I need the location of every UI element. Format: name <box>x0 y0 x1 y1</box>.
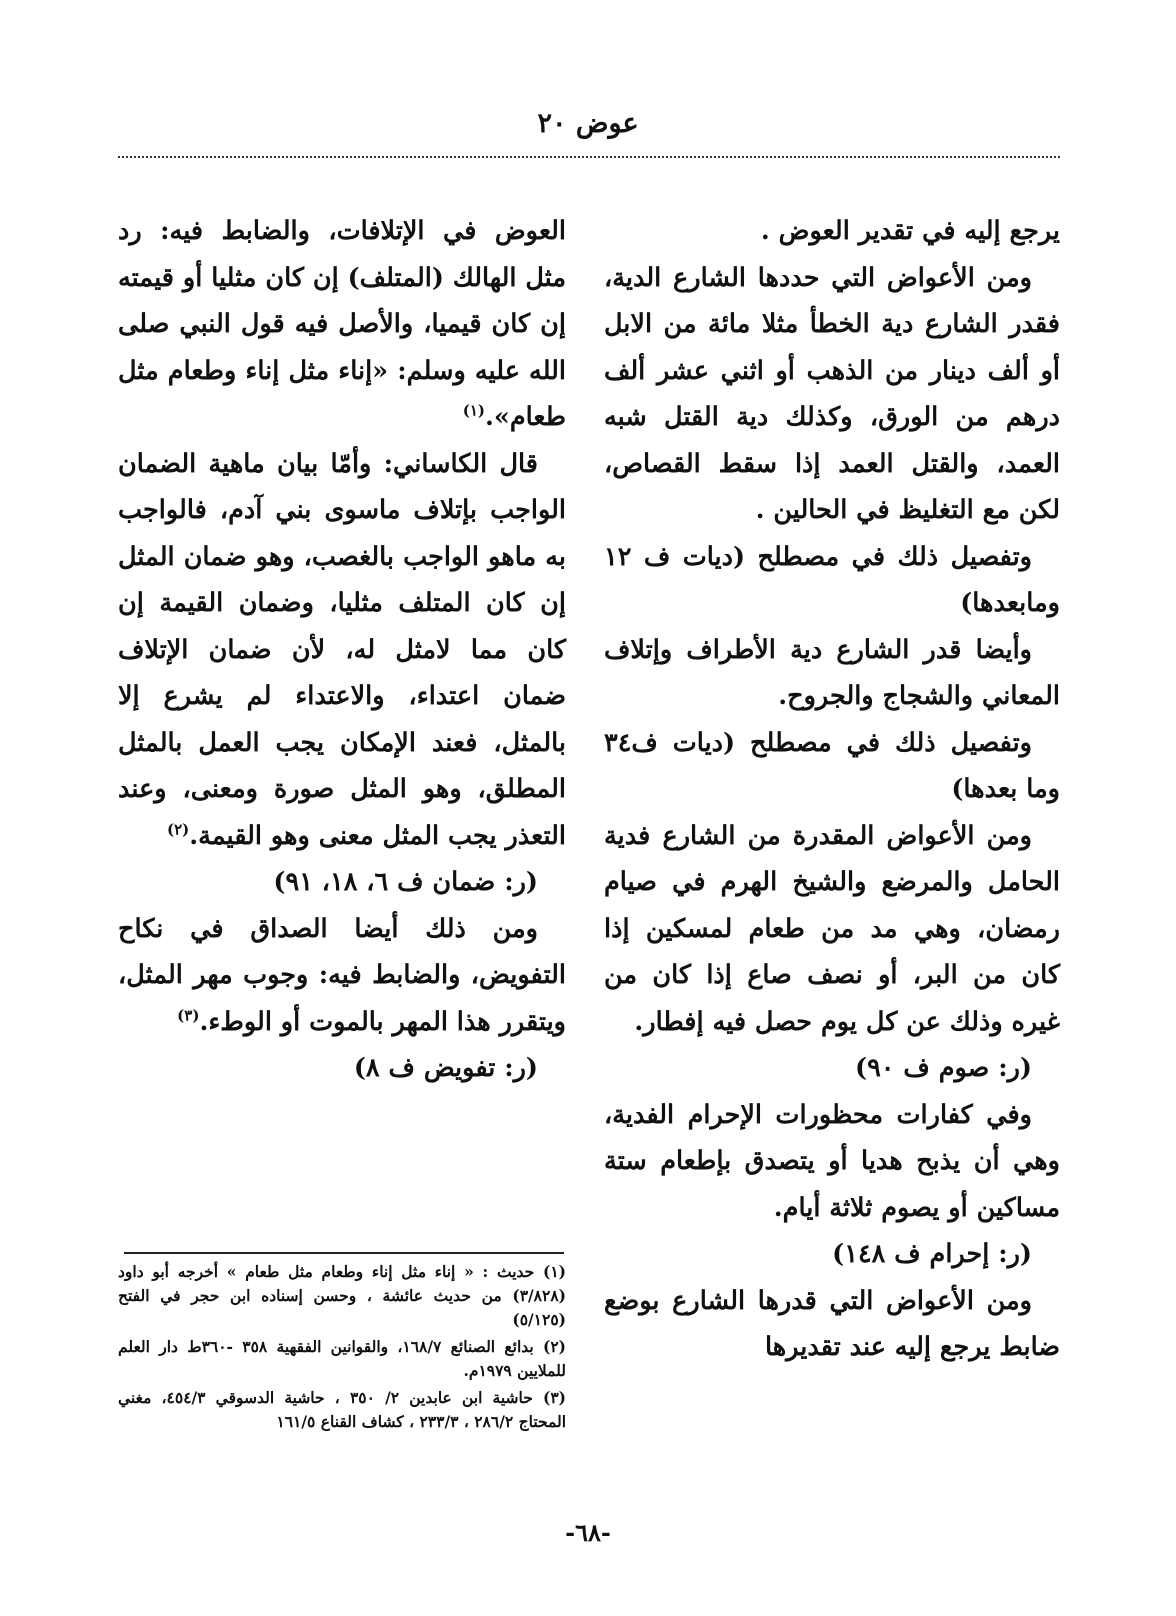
footnote: (١) حديث : « إناء مثل إناء وطعام مثل طعام » أخرجه أبو داود (٣/٨٢٨) من حديث عائشة ، وحسن إسناده ابن حجر في الفتح (٥/١٢٥) <box>118 1262 566 1329</box>
paragraph: ومن الأعواض المقدرة من الشارع فدية الحامل والمرضع والشيخ الهرم في صيام رمضان، وهي مد من طعام لمسكين إذا كان من البر، أو نصف صاع إذا كان من غيره وذلك عن كل يوم حصل فيه إفطار. <box>604 820 1060 1037</box>
footnote: (٣) حاشية ابن عابدين ٢/ ٣٥٠ ، حاشية الدسوقي ٤٥٤/٣، مغني المحتاج ٢٨٦/٢ ، ٢٣٣/٣ ، كشاف القناع ١٦١/٥ <box>118 1388 566 1431</box>
paragraph: وتفصيل ذلك في مصطلح (ديات ف٣٤ وما بعدها) <box>604 727 1060 804</box>
paragraph: وفي كفارات محظورات الإحرام الفدية، وهي أن يذبح هديا أو يتصدق بإطعام ستة مساكين أو يصوم ثلاثة أيام. <box>604 1099 1060 1223</box>
paragraph: ومن الأعواض التي قدرها الشارع بوضع ضابط يرجع إليه عند تقديرها <box>604 1285 1060 1362</box>
footnotes <box>118 1260 566 1437</box>
paragraph <box>118 906 566 1046</box>
paragraph-text: قال الكاساني: وأمّا بيان ماهية الضمان الواجب بإتلاف ماسوى بني آدم، فالواجب به ماهو الواجب بالغصب، وهو ضمان المثل إن كان المتلف مثليا، وضمان القيمة إن كان مما لامثل له، لأن ضمان الإتلاف ضمان اعتداء، والاعتداء لم يشرع إلا بالمثل، فعند الإمكان يجب العمل بالمثل المطلق، وهو المثل صورة ومعنى، وعند التعذر يجب المثل معنى وهو القيمة. <box>118 448 566 851</box>
header-divider <box>118 156 1060 158</box>
paragraph: ومن الأعواض التي حددها الشارع الدية، فقدر الشارع دية الخطأ مثلا مائة من الابل أو ألف دينار من الذهب أو اثني عشر ألف درهم من الورق، وكذلك دية القتل شبه العمد، والقتل العمد إذا سقط القصاص، لكن مع التغليظ في الحالين . <box>604 262 1060 525</box>
paragraph <box>118 208 566 441</box>
footnote-marker: (١) <box>462 401 486 420</box>
paragraph <box>118 441 566 860</box>
paragraph-text: ومن ذلك أيضا الصداق في نكاح التفويض، والضابط فيه: وجوب مهر المثل، ويتقرر هذا المهر بالموت أو الوطء. <box>118 913 566 1037</box>
footnote-marker: (٣) <box>177 1006 200 1024</box>
footnote-divider <box>124 1252 564 1254</box>
cross-reference: (ر: صوم ف ٩٠) <box>855 1053 1032 1083</box>
paragraph: وتفصيل ذلك في مصطلح (ديات ف ١٢ ومابعدها) <box>604 541 1060 618</box>
footnote: (٢) بدائع الصنائع ١٦٨/٧، والقوانين الفقهية ٣٥٨ -٣٦٠ط دار العلم للملايين ١٩٧٩م. <box>118 1337 566 1380</box>
cross-reference: (ر: إحرام ف ١٤٨) <box>832 1239 1032 1269</box>
footnote-marker: (٢) <box>166 820 190 838</box>
paragraph-text: العوض في الإتلافات، والضابط فيه: رد مثل الهالك (المتلف) إن كان مثليا أو قيمته إن كان قيميا، والأصل فيه قول النبي صلى الله عليه وسلم: «إناء مثل إناء وطعام مثل طعام». <box>118 216 566 432</box>
page-title: عوض ٢٠ <box>537 108 639 139</box>
paragraph: وأيضا قدر الشارع دية الأطراف وإتلاف المعاني والشجاج والجروح. <box>604 634 1060 711</box>
text-line: يرجع إليه في تقدير العوض . <box>760 216 1060 246</box>
right-column <box>604 208 1060 1371</box>
cross-reference: (ر: تفويض ف ٨) <box>353 1053 538 1083</box>
cross-reference: (ر: ضمان ف ٦، ١٨، ٩١) <box>273 867 538 897</box>
left-column <box>118 208 566 1092</box>
page-number: -٦٨- <box>565 1518 611 1547</box>
